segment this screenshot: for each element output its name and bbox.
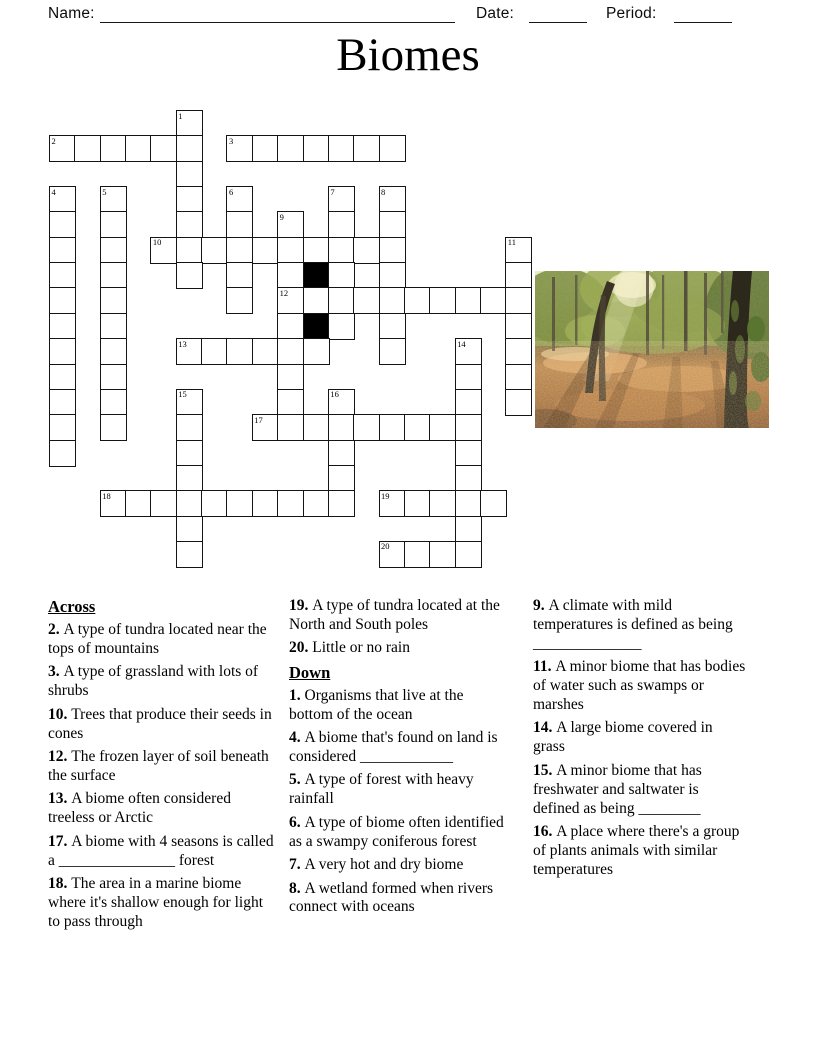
grid-cell[interactable] [49, 135, 76, 162]
grid-cell[interactable] [49, 287, 76, 314]
clue-number: 18. [48, 875, 72, 892]
grid-cell[interactable] [328, 465, 355, 492]
grid-cell[interactable] [226, 338, 253, 365]
clue-number: 10. [48, 705, 72, 723]
date-label: Date: [476, 5, 515, 22]
grid-cell[interactable] [379, 135, 406, 162]
grid-cell[interactable] [100, 211, 127, 238]
grid-cell[interactable] [379, 262, 406, 289]
grid-cell[interactable] [480, 490, 507, 517]
grid-clue-number: 14 [457, 338, 466, 349]
grid-cell[interactable] [226, 490, 253, 517]
grid-cell[interactable] [100, 490, 127, 517]
grid-cell[interactable] [277, 262, 304, 289]
grid-cell[interactable] [328, 262, 355, 289]
grid-clue-number: 1 [178, 110, 183, 121]
grid-cell[interactable] [379, 541, 406, 568]
clue-section-heading-across: Across [48, 597, 96, 616]
clue-number: 8. [289, 879, 305, 897]
grid-cell[interactable] [328, 237, 355, 264]
clue-13: 13. A biome often considered treeless or Arctic [48, 790, 231, 827]
grid-cell[interactable] [303, 338, 330, 365]
grid-cell[interactable] [277, 313, 304, 340]
grid-cell[interactable] [379, 211, 406, 238]
clue-column-middle [289, 597, 506, 922]
grid-clue-number: 2 [51, 135, 56, 146]
grid-clue-number: 16 [330, 389, 339, 400]
grid-cell[interactable] [277, 364, 304, 391]
clue-4: 4. A biome that's found on land is considered ____________ [289, 729, 498, 766]
clue-15: 15. A minor biome that has freshwater and saltwater is defined as being ________ [533, 761, 702, 817]
grid-cell[interactable] [100, 389, 127, 416]
grid-cell-black [303, 262, 330, 289]
clue-16: 16. A place where there's a group of plants animals with similar temperatures [533, 822, 740, 878]
clue-number: 3. [48, 663, 64, 681]
clue-7: 7. A very hot and dry biome [289, 856, 464, 874]
grid-cell[interactable] [404, 541, 431, 568]
grid-cell[interactable] [201, 490, 228, 517]
grid-clue-number: 4 [51, 186, 56, 197]
grid-cell[interactable] [176, 389, 203, 416]
grid-cell[interactable] [176, 262, 203, 289]
grid-cell[interactable] [100, 364, 127, 391]
grid-cell[interactable] [455, 338, 482, 365]
grid-clue-number: 18 [102, 490, 111, 501]
grid-cell[interactable] [455, 490, 482, 517]
grid-cell[interactable] [328, 287, 355, 314]
grid-cell[interactable] [379, 287, 406, 314]
grid-cell[interactable] [379, 338, 406, 365]
grid-cell[interactable] [252, 490, 279, 517]
clue-number: 4. [289, 729, 305, 747]
clue-number: 2. [48, 621, 64, 639]
grid-cell[interactable] [176, 541, 203, 568]
clue-19: 19. A type of tundra located at the North and South poles [289, 597, 500, 633]
clue-14: 14. A large biome covered in grass [533, 719, 713, 756]
grid-cell[interactable] [49, 440, 76, 467]
grid-clue-number: 7 [330, 186, 335, 197]
grid-cell[interactable] [176, 161, 203, 188]
grid-cell-black [303, 313, 330, 340]
grid-cell[interactable] [226, 287, 253, 314]
grid-cell[interactable] [379, 414, 406, 441]
grid-clue-number: 5 [102, 186, 107, 197]
grid-cell[interactable] [379, 490, 406, 517]
clue-number: 9. [533, 597, 549, 614]
clue-5: 5. A type of forest with heavy rainfall [289, 771, 474, 808]
grid-cell[interactable] [455, 287, 482, 314]
grid-clue-number: 11 [507, 237, 516, 248]
grid-cell[interactable] [505, 338, 532, 365]
grid-cell[interactable] [100, 287, 127, 314]
grid-clue-number: 20 [381, 541, 390, 552]
clue-12: 12. The frozen layer of soil beneath the surface [48, 748, 269, 784]
grid-cell[interactable] [455, 414, 482, 441]
grid-clue-number: 13 [178, 338, 187, 349]
grid-clue-number: 10 [152, 237, 162, 248]
grid-cell[interactable] [277, 490, 304, 517]
clue-9: 9. A climate with mild temperatures is defined as being ______________ [533, 597, 733, 652]
grid-cell[interactable] [226, 186, 253, 213]
clue-column-right [533, 597, 747, 884]
grid-cell[interactable] [176, 110, 203, 137]
grid-cell[interactable] [277, 287, 304, 314]
grid-cell[interactable] [404, 287, 431, 314]
clue-18: 18. The area in a marine biome where it's shallow enough for light to pass through [48, 875, 264, 930]
grid-cell[interactable] [277, 414, 304, 441]
grid-cell[interactable] [455, 516, 482, 543]
grid-cell[interactable] [505, 389, 532, 416]
grid-cell[interactable] [100, 338, 127, 365]
grid-cell[interactable] [49, 389, 76, 416]
grid-clue-number: 12 [279, 287, 289, 298]
clue-number: 1. [289, 686, 305, 704]
grid-cell[interactable] [303, 237, 330, 264]
grid-cell[interactable] [303, 490, 330, 517]
grid-cell[interactable] [429, 287, 456, 314]
grid-cell[interactable] [455, 465, 482, 492]
clue-column-across [48, 597, 275, 936]
crossword-grid [49, 110, 533, 569]
grid-cell[interactable] [328, 186, 355, 213]
grid-cell[interactable] [303, 135, 330, 162]
grid-cell[interactable] [328, 440, 355, 467]
clue-number: 13. [48, 790, 72, 808]
grid-cell[interactable] [49, 414, 76, 441]
grid-cell[interactable] [100, 414, 127, 441]
grid-cell[interactable] [303, 414, 330, 441]
grid-cell[interactable] [505, 313, 532, 340]
grid-cell[interactable] [176, 237, 203, 264]
grid-cell[interactable] [49, 313, 76, 340]
clue-number: 17. [48, 832, 72, 850]
grid-cell[interactable] [226, 135, 253, 162]
grid-cell[interactable] [303, 287, 330, 314]
grid-cell[interactable] [455, 389, 482, 416]
clue-6: 6. A type of biome often identified as a swampy coniferous forest [289, 813, 504, 850]
clue-number: 12. [48, 748, 72, 766]
grid-cell[interactable] [100, 186, 127, 213]
clue-8: 8. A wetland formed when rivers connect with oceans [289, 879, 494, 916]
grid-cell[interactable] [125, 135, 152, 162]
clue-number: 20. [289, 639, 313, 657]
grid-clue-number: 3 [228, 135, 234, 146]
grid-cell[interactable] [328, 135, 355, 162]
grid-cell[interactable] [150, 237, 177, 264]
grid-cell[interactable] [74, 135, 101, 162]
grid-cell[interactable] [455, 440, 482, 467]
grid-cell[interactable] [176, 186, 203, 213]
grid-cell[interactable] [49, 211, 76, 238]
clue-1: 1. Organisms that live at the bottom of the ocean [289, 686, 464, 723]
grid-cell[interactable] [277, 389, 304, 416]
grid-cell[interactable] [353, 414, 380, 441]
clue-20: 20. Little or no rain [289, 639, 410, 657]
grid-cell[interactable] [353, 135, 380, 162]
grid-clue-number: 8 [381, 186, 386, 197]
clue-number: 6. [289, 813, 305, 831]
grid-cell[interactable] [176, 516, 203, 543]
clue-section-heading-down: Down [289, 662, 331, 682]
grid-cell[interactable] [379, 186, 406, 213]
grid-cell[interactable] [226, 262, 253, 289]
grid-cell[interactable] [49, 237, 76, 264]
grid-cell[interactable] [505, 364, 532, 391]
clue-3: 3. A type of grassland with lots of shrubs [48, 663, 259, 700]
date-blank-line[interactable] [529, 22, 587, 23]
grid-cell[interactable] [49, 262, 76, 289]
grid-clue-number: 15 [178, 389, 187, 400]
grid-cell[interactable] [379, 237, 406, 264]
clue-17: 17. A biome with 4 seasons is called a _______________ forest [48, 832, 274, 869]
grid-cell[interactable] [429, 490, 456, 517]
grid-cell[interactable] [176, 414, 203, 441]
grid-clue-number: 9 [279, 211, 284, 222]
grid-cell[interactable] [252, 414, 279, 441]
grid-cell[interactable] [100, 135, 127, 162]
grid-cell[interactable] [100, 237, 127, 264]
grid-cell[interactable] [328, 414, 355, 441]
clue-number: 15. [533, 761, 557, 779]
clue-10: 10. Trees that produce their seeds in cones [48, 705, 272, 742]
grid-cell[interactable] [176, 211, 203, 238]
grid-cell[interactable] [328, 211, 355, 238]
clue-11: 11. A minor biome that has bodies of water such as swamps or marshes [533, 658, 746, 714]
period-blank-line[interactable] [674, 22, 732, 23]
grid-cell[interactable] [404, 414, 431, 441]
clue-number: 11. [533, 658, 556, 676]
grid-cell[interactable] [125, 490, 152, 517]
page-title: Biomes [336, 29, 480, 81]
grid-cell[interactable] [455, 364, 482, 391]
grid-cell[interactable] [379, 313, 406, 340]
grid-cell[interactable] [176, 490, 203, 517]
grid-cell[interactable] [201, 237, 228, 264]
grid-cell[interactable] [176, 440, 203, 467]
clue-number: 16. [533, 822, 557, 840]
grid-cell[interactable] [505, 237, 532, 264]
grid-cell[interactable] [505, 262, 532, 289]
grid-cell[interactable] [328, 313, 355, 340]
grid-clue-number: 17 [254, 414, 263, 425]
grid-cell[interactable] [226, 211, 253, 238]
grid-cell[interactable] [328, 389, 355, 416]
name-label: Name: [48, 5, 95, 22]
grid-cell[interactable] [353, 287, 380, 314]
clue-number: 5. [289, 771, 305, 789]
grid-cell[interactable] [252, 237, 279, 264]
grid-cell[interactable] [201, 338, 228, 365]
grid-cell[interactable] [252, 135, 279, 162]
clue-number: 19. [289, 597, 313, 614]
name-blank-line[interactable] [100, 22, 455, 23]
period-label: Period: [606, 5, 657, 22]
grid-cell[interactable] [150, 135, 177, 162]
grid-cell[interactable] [277, 237, 304, 264]
grid-clue-number: 19 [381, 490, 390, 501]
grid-cell[interactable] [176, 465, 203, 492]
grid-cell[interactable] [277, 211, 304, 238]
grid-cell[interactable] [49, 364, 76, 391]
clue-2: 2. A type of tundra located near the tops of mountains [48, 621, 267, 658]
grid-cell[interactable] [353, 237, 380, 264]
grid-cell[interactable] [328, 490, 355, 517]
grid-cell[interactable] [49, 186, 76, 213]
clue-number: 7. [289, 856, 305, 874]
grid-cell[interactable] [455, 541, 482, 568]
clue-number: 14. [533, 719, 557, 737]
grid-cell[interactable] [480, 287, 507, 314]
grid-cell[interactable] [429, 541, 456, 568]
forest-photo [535, 271, 769, 428]
grid-clue-number: 6 [228, 186, 234, 197]
grid-cell[interactable] [176, 338, 203, 365]
grid-cell[interactable] [277, 338, 304, 365]
grid-cell[interactable] [49, 338, 76, 365]
grid-cell[interactable] [429, 414, 456, 441]
grid-cell[interactable] [252, 338, 279, 365]
grid-cell[interactable] [100, 313, 127, 340]
grid-cell[interactable] [404, 490, 431, 517]
grid-cell[interactable] [277, 135, 304, 162]
grid-cell[interactable] [100, 262, 127, 289]
grid-cell[interactable] [150, 490, 177, 517]
grid-cell[interactable] [176, 135, 203, 162]
grid-cell[interactable] [226, 237, 253, 264]
grid-cell[interactable] [505, 287, 532, 314]
